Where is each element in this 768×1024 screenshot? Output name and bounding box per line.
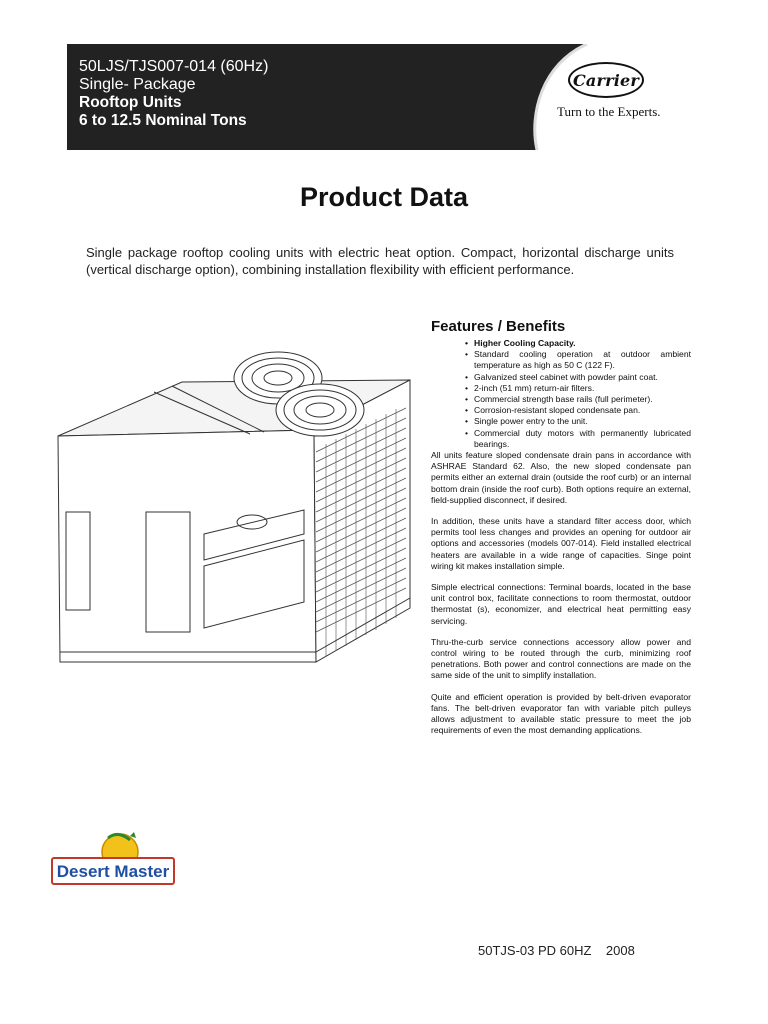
feature-bullet: • 2-inch (51 mm) return-air filters. — [465, 383, 691, 394]
feature-bullet: • Corrosion-resistant sloped condensate pan. — [465, 405, 691, 416]
feature-bullet: • Higher Cooling Capacity. — [465, 338, 691, 349]
doc-year: 2008 — [605, 943, 635, 958]
features-paragraph: Thru-the-curb service connections accessory allow power and control wiring to be routed through the curb, minimizing roof penetrations. Both power and control connections are made on the same side of the unit to simplify installation. — [431, 636, 691, 681]
page-title: Product Data — [299, 182, 469, 212]
product-type: Rooftop Units — [79, 94, 182, 111]
features-paragraph: Simple electrical connections: Terminal boards, located in the base unit control box, facilitate connections to room thermostat, outdoor thermostat (s), economizer, and electrical heat permitting easy servicing. — [431, 582, 691, 626]
tonnage-range: 6 to 12.5 Nominal Tons — [79, 112, 247, 129]
doc-code: 50TJS-03 PD 60HZ — [478, 943, 592, 958]
feature-bullet: • Single power entry to the unit. — [465, 416, 691, 427]
header-title-block — [79, 58, 268, 130]
features-paragraph: All units feature sloped condensate drain pans in accordance with ASHRAE Standard 62. Also, the new sloped condensate pan permits either an external drain (outside the roof curb) or an internal bottom drain (inside the roof curb). Both options require an external, field-supplied disconnect, if desired. — [431, 450, 691, 505]
desert-master-wordmark: Desert Master — [56, 862, 170, 881]
carrier-logo — [552, 60, 692, 130]
feature-bullet: • Commercial duty motors with permanently lubricated bearings. — [465, 428, 691, 450]
features-section — [431, 318, 691, 747]
model-number: 50LJS/TJS007-014 (60Hz) — [79, 58, 269, 75]
features-title: Features / Benefits — [431, 318, 566, 335]
feature-bullet: • Standard cooling operation at outdoor ambient temperature as high as 50 C (122 F). — [465, 349, 691, 371]
rooftop-unit-illustration — [54, 340, 416, 682]
feature-bullet: • Commercial strength base rails (full perimeter). — [465, 394, 691, 405]
carrier-wordmark: Carrier — [568, 62, 644, 98]
feature-bullet-list — [465, 338, 691, 450]
package-type: Single- Package — [79, 76, 196, 93]
brand-tagline: Turn to the Experts. — [557, 104, 661, 119]
feature-bullet: • Galvanized steel cabinet with powder paint coat. — [465, 372, 691, 383]
intro-paragraph: Single package rooftop cooling units with electric heat option. Compact, horizontal discharge units (vertical discharge option), combining installation flexibility with efficient performance. — [86, 245, 674, 277]
document-footer — [478, 943, 635, 958]
desert-master-logo — [50, 830, 176, 886]
features-paragraph: In addition, these units have a standard filter access door, which permits tool less changes and provides an opening for outdoor air options and accessories (models 007-014). Field installed electrical heaters are available in a wide range of capacities. Singe point wiring kit makes installation simple. — [431, 516, 691, 571]
features-paragraph: Quite and efficient operation is provided by belt-driven evaporator fans. The belt-driven evaporator fan with variable pitch pulleys allows adjustment to available static pressure to meet the job requirements of even the most demanding applications. — [431, 691, 691, 736]
